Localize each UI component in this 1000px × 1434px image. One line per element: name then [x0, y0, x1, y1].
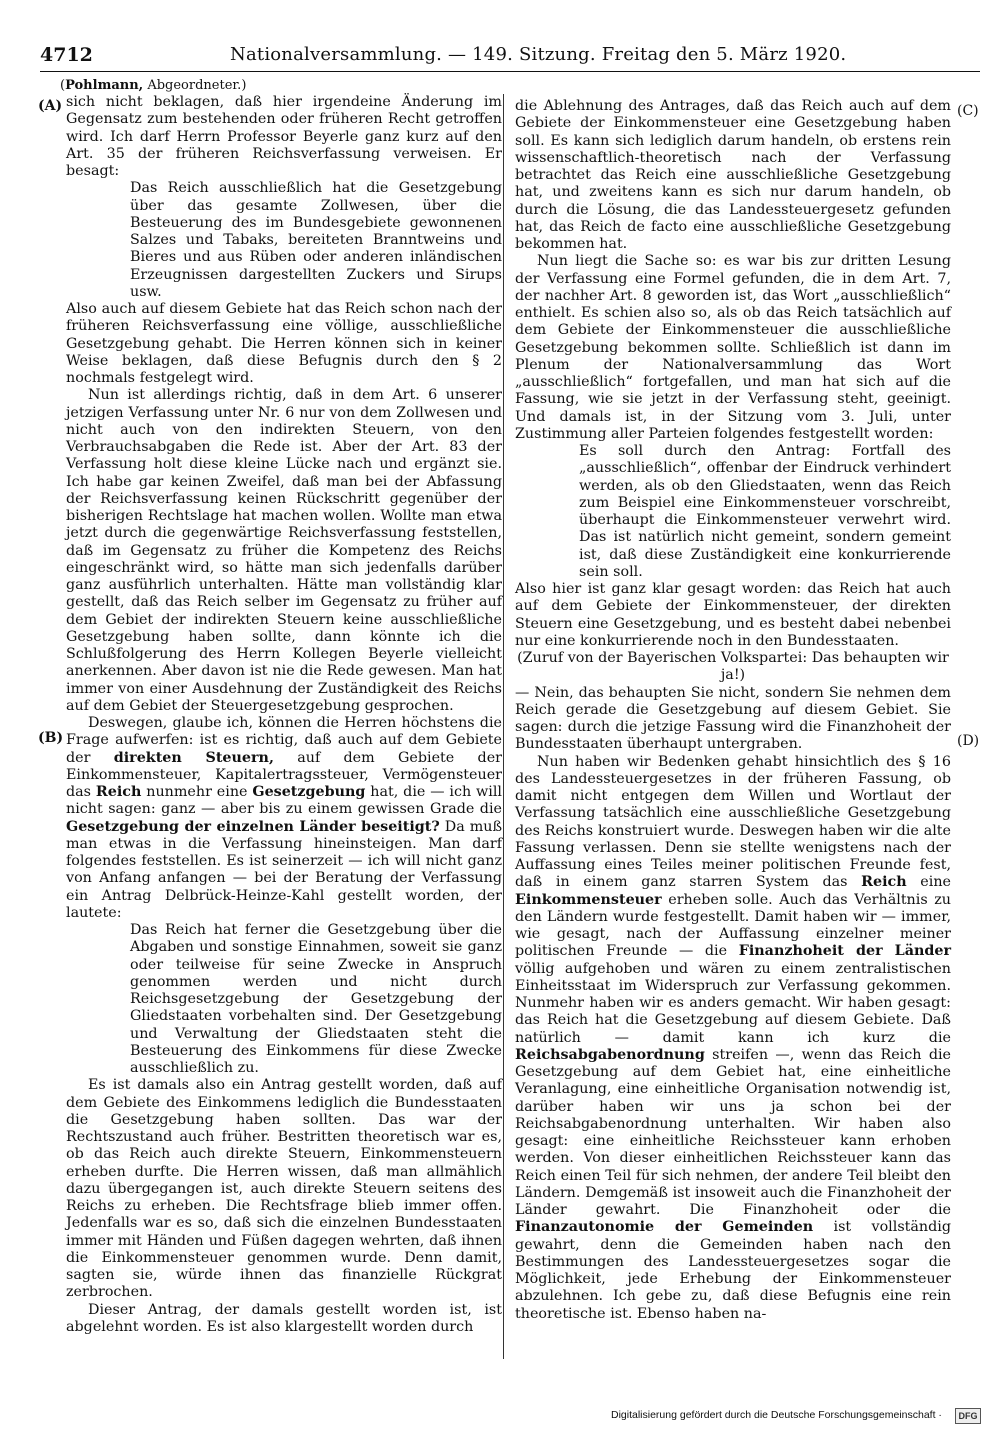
bold-term: Finanzhoheit der Länder	[738, 943, 951, 960]
speaker-name: Pohlmann,	[65, 78, 144, 93]
running-title: Nationalversammlung. — 149. Sitzung. Freitag den 5. März 1920.	[230, 44, 847, 65]
bold-term: direkten Steuern,	[113, 749, 274, 766]
page-number: 4712	[40, 44, 93, 66]
text-run: Da muß man etwas in die Verfassung hineinsteigen. Man darf folgendes feststellen. Es ist seinerzeit — ich will nicht ganz von Anfang anfangen — bei der Beratung der Verfassung ein Antrag Delbrück-Heinze-Kahl gestellt worden, der lautete:	[66, 818, 503, 921]
bold-term: Einkommensteuer	[515, 891, 662, 908]
bold-term: Finanzautonomie der Gemeinden	[515, 1219, 814, 1236]
margin-mark-a: (A)	[38, 98, 63, 114]
paragraph: Es ist damals also ein Antrag gestellt worden, daß auf dem Gebiete des Einkommens lediglich die Bundesstaaten die Gesetzgebung haben sollten. Das war der Rechtszustand auch früher. Bestritten theoretisch war es, ob das Reich auch direkte Steuern, Einkommensteuern erheben durfte. Die Herren wissen, daß man allmählich dazu übergegangen ist, auch direkte Steuern seitens des Reichs zu erheben. Die Rechtsfrage blieb immer offen. Jedenfalls war es so, daß sich die einzelnen Bundesstaaten immer mit Händen und Füßen dagegen wehrten, daß ihnen die Einkommensteuer genommen wurde. Denn damit, sagten sie, würde ihnen das finanzielle Rückgrat zerbrochen.	[66, 1077, 502, 1301]
speaker-role: Abgeordneter.)	[147, 78, 247, 93]
page-header	[40, 40, 980, 70]
text-run: Nun haben wir Bedenken gehabt hinsichtlich des § 16 des Landessteuergesetzes in der früheren Fassung, ob damit nicht entgegen dem Willen und Wortlaut der Verfassung tatsächlich eine ausschließliche Gesetzgebung des Reichs konstruiert wurde. Deswegen haben wir die alte Fassung verlassen. Denn sie stellte wenigstens nach der Auffassung eines Teiles meiner politischen Freunde fest, daß in einem ganz starren System das	[515, 753, 951, 891]
block-quote: Das Reich hat ferner die Gesetzgebung über die Abgaben und sonstige Einnahmen, soweit sie ganz oder teilweise für seine Zwecke in Anspruch genommen werden und nicht durch Reichsgesetzgebung der Gesetzgebung der Gliedstaaten vorbehalten sind. Der Gesetzgebung und Verwaltung der Gliedstaaten steht die Besteuerung des Einkommens für diese Zwecke ausschließlich zu.	[130, 922, 502, 1076]
margin-mark-b: (B)	[38, 730, 64, 746]
header-rule	[40, 71, 980, 72]
bold-term: Gesetzgebung der einzelnen Länder beseitigt?	[66, 818, 440, 835]
block-quote: Das Reich ausschließlich hat die Gesetzgebung über das gesamte Zollwesen, über die Besteuerung des im Bundesgebiete gewonnenen Salzes und Tabaks, bereiteten Branntweins und Bieres und aus Rüben oder anderen inländischen Erzeugnissen dargestellten Zuckers und Sirups usw.	[130, 180, 502, 300]
text-run: völlig aufgehoben und wären zu einem zentralistischen Einheitsstaat im Widerspruch zur Verfassung gekommen. Nunmehr haben wir es anders gemacht. Wir haben gesagt: das Reich hat die Gesetzgebung auf diesem Gebiete. Daß natürlich — damit kann ich kurz die	[515, 960, 951, 1046]
left-column	[66, 94, 502, 1336]
paragraph: Dieser Antrag, der damals gestellt worden ist, ist abgelehnt worden. Es ist also klargestellt worden durch	[66, 1301, 502, 1335]
paragraph	[66, 715, 502, 922]
bold-term: Reich	[95, 784, 142, 800]
paragraph: sich nicht beklagen, daß hier irgendeine Änderung im Gegensatz zum bestehenden oder früheren Recht getroffen wird. Ich darf Herrn Professor Beyerle ganz kurz auf den Art. 35 der früheren Reichsverfassung verweisen. Er besagt:	[66, 94, 502, 179]
margin-mark-c: (C)	[957, 103, 979, 119]
text-run: hat, die — ich will nicht sagen: ganz — aber bis zu einem gewissen Grade die	[66, 784, 502, 818]
bold-term: Reichsabgabenordnung	[515, 1046, 705, 1063]
text-run: eine	[906, 874, 952, 891]
speaker-line	[60, 78, 246, 93]
bold-term: Gesetzgebung	[252, 784, 366, 800]
bold-term: Reich	[861, 874, 907, 891]
paragraph: Nun ist allerdings richtig, daß in dem Art. 6 unserer jetzigen Verfassung unter Nr. 6 nur von dem Zollwesen und nicht auch von den indirekten Steuern, von den Verbrauchsabgaben die Rede ist. Aber der Art. 83 der Verfassung holt diese kleine Lücke nach und ergänzt sie. Ich habe gar keinen Zweifel, daß man bei der Abfassung der Reichsverfassung keinen Rückschritt gegenüber der bisherigen Rechtslage hat machen wollen. Wollte man etwa jetzt durch die gegenwärtige Reichsverfassung feststellen, daß im Gegensatz zu früher die Kompetenz des Reichs eingeschränkt wird, so hätte man sich jedenfalls darüber ganz ausführlich unterhalten. Hätte man vollständig klar gestellt, daß das Reich selber im Gegensatz zu früher auf dem Gebiet der indirekten Steuern keine ausschließliche Gesetzgebung haben sollte, dann könnte ich die Schlußfolgerung des Herrn Kollegen Beyerle vielleicht anerkennen. Aber davon ist nie die Rede gewesen. Man hat immer von einer Ausdehnung der Zuständigkeit des Reichs auf dem Gebiet der Steuergesetzgebung gesprochen.	[66, 387, 502, 714]
interjection: (Zuruf von der Bayerischen Volkspartei: Das behaupten wir ja!)	[517, 650, 949, 684]
paragraph: Nun liegt die Sache so: es war bis zur dritten Lesung der Verfassung eine Formel gefunden, die in dem Art. 7, der nachher Art. 8 geworden ist, das Wort „ausschließlich“ enthielt. Es schien also so, als ob das Reich tatsächlich auf dem Gebiete der Einkommensteuer die ausschließliche Gesetzgebung bekommen sollte. Schließlich ist dann im Plenum der Nationalversammlung das Wort „ausschließlich“ fortgefallen, und man hat sich auf die Fassung, wie sie jetzt in der Verfassung steht, geeinigt. Und damals ist, in der Sitzung vom 3. Juli, unter Zustimmung aller Parteien folgendes festgestellt worden:	[515, 253, 951, 442]
text-run: streifen —, wenn das Reich die Gesetzgebung auf dem Gebiet hat, eine einheitliche Veranlagung, eine einheitliche Organisation notwendig ist, darüber haben wir uns ja schon bei der Reichsabgabenordnung unterhalten. Wir haben also gesagt: eine einheitliche Reichssteuer kann erhoben werden. Von dieser einheitlichen Reichssteuer kann das Reich einen Teil für sich nehmen, der andere Teil bleibt den Ländern. Demgemäß ist insoweit auch die Finanzhoheit der Länder gewahrt. Die Finanzhoheit oder die	[515, 1046, 951, 1218]
text-run: nunmehr eine	[141, 784, 253, 800]
paragraph: Also auch auf diesem Gebiete hat das Reich schon nach der früheren Reichsverfassung eine völlige, ausschließliche Gesetzgebung gehabt. Die Herren können sich in keiner Weise beklagen, daß diese Befugnis durch den § 2 nochmals festgelegt wird.	[66, 301, 502, 386]
paragraph	[515, 754, 951, 1323]
speaker-open-paren: (	[60, 78, 66, 93]
text-run: erheben solle. Auch das Verhältnis zu den Ländern wurde festgestellt. Damit haben wir — immer, wie gesagt, nach der Auffassung einzelner meiner politischen Freunde — die	[515, 891, 951, 960]
column-divider	[503, 94, 504, 1359]
text-run: Deswegen, glaube ich, können die Herren höchstens die Frage aufwerfen: ist es richtig, daß auch auf dem Gebiete der	[66, 715, 502, 766]
text-run: auf dem Gebiete der Einkommensteuer, Kapitalertragssteuer, Vermögensteuer das	[66, 749, 502, 800]
paragraph: die Ablehnung des Antrages, daß das Reich auch auf dem Gebiete der Einkommensteuer eine Gesetzgebung haben soll. Es kann sich lediglich darum handeln, ob erstens rein wissenschaftlich-theoretisch nach der Verfassung betrachtet das Reich eine ausschließliche Gesetzgebung hat, und zweitens kann es sich nur darum handeln, ob durch die Lösung, die das Landessteuergesetz gefunden hat, das Reich de facto eine ausschließliche Gesetzgebung bekommen hat.	[515, 98, 951, 252]
dfg-logo: DFG	[955, 1408, 981, 1424]
margin-mark-d: (D)	[957, 733, 980, 749]
block-quote: Es soll durch den Antrag: Fortfall des „ausschließlich“, offenbar der Eindruck verhindert werden, als ob den Gliedstaaten, wenn das Reich zum Beispiel eine Einkommensteuer vorschreibt, überhaupt die Einkommensteuer verwehrt wird. Das ist natürlich nicht gemeint, sondern gemeint ist, daß diese Zuständigkeit eine konkurrierende sein soll.	[579, 443, 951, 580]
paragraph: Also hier ist ganz klar gesagt worden: das Reich hat auch auf dem Gebiete der Einkommensteuer, der direkten Steuern eine Gesetzgebung, und es besteht dabei nebenbei nur eine konkurrierende noch in den Bundesstaaten.	[515, 581, 951, 649]
right-column	[515, 98, 951, 1323]
digitization-credit: Digitalisierung gefördert durch die Deutsche Forschungsgemeinschaft ·	[611, 1409, 942, 1421]
text-run: ist vollständig gewahrt, denn die Gemeinden haben nach den Bestimmungen des Landessteuergesetzes sogar die Möglichkeit, jede Erhebung der Einkommensteuer abzulehnen. Ich gebe zu, daß diese Befugnis eine rein theoretische ist. Ebenso haben na-	[515, 1219, 952, 1322]
paragraph: — Nein, das behaupten Sie nicht, sondern Sie nehmen dem Reich gerade die Gesetzgebung auf diesem Gebiet. Sie sagen: durch die jetzige Fassung wird die Finanzhoheit der Bundesstaaten überhaupt untergraben.	[515, 684, 951, 753]
